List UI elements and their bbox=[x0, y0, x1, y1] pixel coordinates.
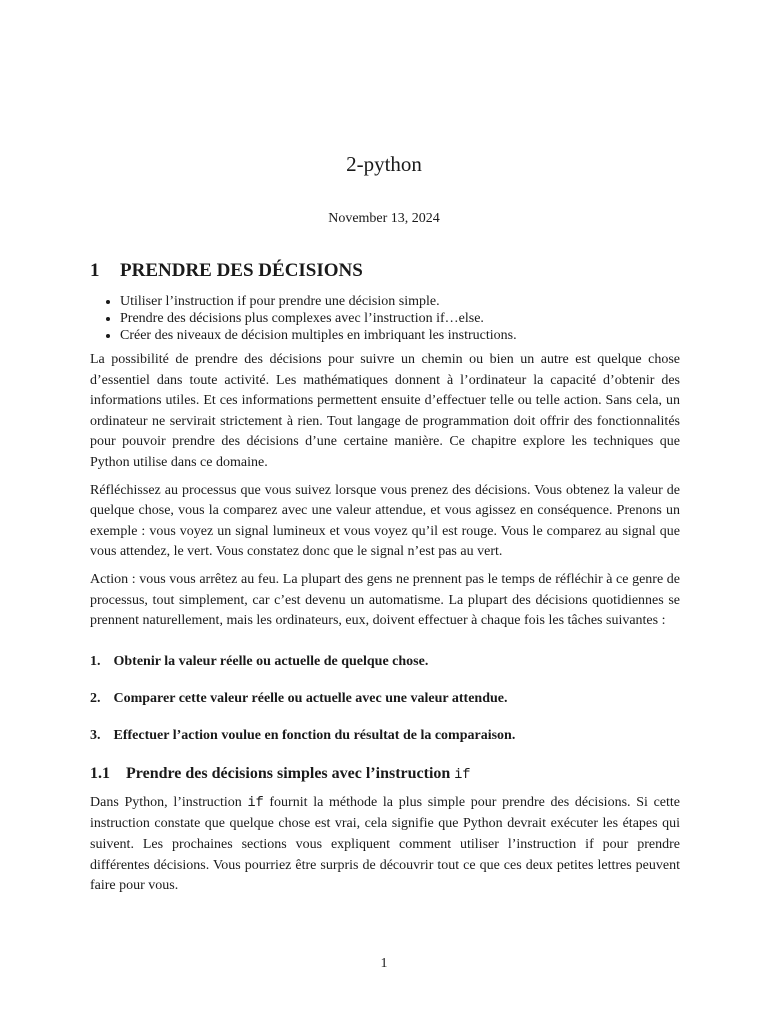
document-body bbox=[90, 258, 680, 904]
section-heading bbox=[90, 258, 680, 284]
list-item: • Créer des niveaux de décision multiples en imbriquant les instructions. bbox=[120, 327, 680, 344]
inline-code: if bbox=[454, 767, 471, 783]
paragraph: La possibilité de prendre des décisions pour suivre un chemin ou bien un autre est quelque chose d’essentiel dans toute activité. Les mathématiques donnent à l’ordinateur la capacité d’obtenir des informations utiles. Et ces informations permettent ensuite d’effectuer telle ou telle action. Sans cela, un ordinateur ne servirait strictement à rien. Tout langage de programmation doit offrir des fonctionnalités pour pouvoir prendre des décisions d’une certaine manière. Ce chapitre explore les techniques que Python utilise dans ce domaine. bbox=[90, 352, 680, 470]
step-text: Effectuer l’action voulue en fonction du résultat de la comparaison. bbox=[113, 727, 516, 743]
objectives-list bbox=[90, 293, 680, 344]
subsection-title: Prendre des décisions simples avec l’instruction bbox=[126, 764, 451, 782]
paragraph: Réfléchissez au processus que vous suivez lorsque vous prenez des décisions. Vous obtenez la valeur de quelque chose, vous la comparez avec une valeur attendue, et vous agissez en conséquence. Prenons un exemple : vous voyez un signal lumineux et vous voyez qu’il est rouge. Vous le comparez au signal que vous attendez, le vert. Vous constatez donc que le signal n’est pas au vert. bbox=[90, 482, 680, 560]
step-item bbox=[90, 689, 680, 709]
paragraph bbox=[90, 793, 680, 897]
page-number: 1 bbox=[380, 956, 388, 971]
list-item: • Prendre des décisions plus complexes avec l’instruction if…else. bbox=[120, 310, 680, 327]
document-date: November 13, 2024 bbox=[328, 211, 440, 226]
document-title: 2-python bbox=[346, 152, 422, 176]
step-item bbox=[90, 726, 680, 746]
step-number: 1. bbox=[90, 653, 101, 669]
subsection-heading bbox=[90, 763, 680, 787]
paragraph-text: fournit la méthode la plus simple pour prendre des décisions. Si cette instruction constate que quelque chose est vrai, cela signifie que Python devrait exécuter les étapes qui suivent. Les prochaines sections vous expliquent comment utiliser l’instruction if pour prendre différentes décisions. Vous pourriez être surpris de découvrir tout ce que ces deux petites lettres peuvent faire pour vous. bbox=[90, 794, 681, 894]
step-number: 3. bbox=[90, 727, 101, 743]
step-text: Obtenir la valeur réelle ou actuelle de quelque chose. bbox=[113, 653, 429, 669]
step-number: 2. bbox=[90, 690, 101, 706]
step-item bbox=[90, 652, 680, 672]
inline-code: if bbox=[247, 795, 264, 811]
list-item: • Utiliser l’instruction if pour prendre une décision simple. bbox=[120, 293, 680, 310]
paragraph: Action : vous vous arrêtez au feu. La plupart des gens ne prennent pas le temps de réfléchir à ce genre de processus, tout simplement, car c’est devenu un automatisme. La plupart des décisions quotidiennes se prennent naturellement, mais les ordinateurs, eux, doivent effectuer à chaque fois les tâches suivantes : bbox=[90, 571, 680, 629]
section-number: 1 bbox=[90, 260, 100, 281]
section-title: PRENDRE DES DÉCISIONS bbox=[120, 260, 363, 281]
step-text: Comparer cette valeur réelle ou actuelle avec une valeur attendue. bbox=[113, 690, 508, 706]
paragraph-text: Dans Python, l’instruction bbox=[90, 794, 242, 810]
subsection-number: 1.1 bbox=[90, 764, 110, 782]
steps-list bbox=[90, 652, 680, 746]
